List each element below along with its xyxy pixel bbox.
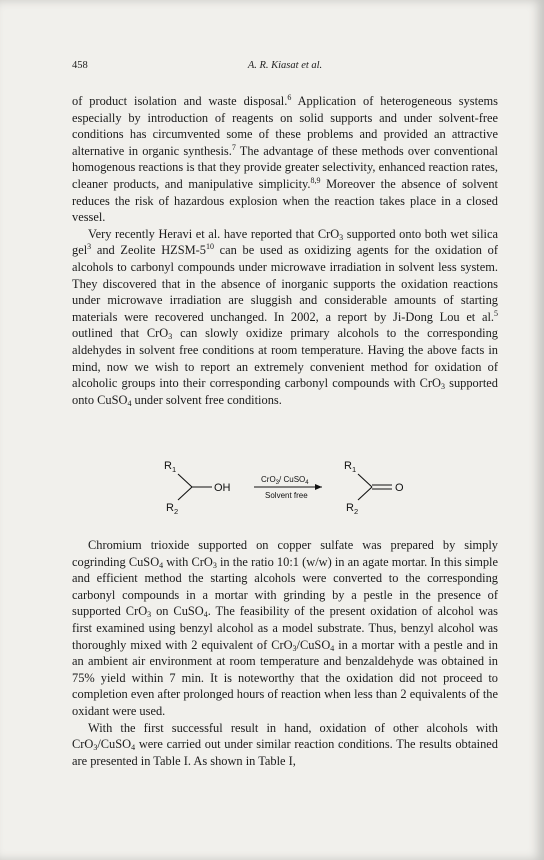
running-head: A. R. Kiasat et al. xyxy=(247,60,323,71)
paragraph-3 xyxy=(72,537,498,720)
citation-ref: 7 xyxy=(231,142,236,152)
subscript: 4 xyxy=(330,643,335,653)
subscript: 3 xyxy=(292,643,297,653)
subscript: 3 xyxy=(440,382,445,392)
subscript: 4 xyxy=(131,743,136,753)
r2-label: $R_2$ xyxy=(166,502,179,516)
reaction-scheme-svg xyxy=(150,455,430,527)
text-run: With the first successful result in hand, oxidation of other alcohols with CrO xyxy=(72,720,498,752)
text-run: in the ratio 10:1 (w/w) in an agate mortar. In this simple and efficient method the starting alcohols were converted to the corresponding carbonyl compounds in a mortar with grinding by a pestle in the presence of supported CrO xyxy=(72,554,498,619)
text-run: /CuSO xyxy=(296,637,331,652)
bond-line xyxy=(178,474,192,487)
text-run: with CrO xyxy=(163,554,213,569)
r1-label: $R_1$ xyxy=(164,460,177,474)
subscript: 4 xyxy=(127,398,132,408)
text-run: Chromium trioxide supported on copper sulfate was prepared by simply cogrinding CuSO xyxy=(72,538,498,569)
citation-ref: 8,9 xyxy=(310,175,321,185)
body-text-lower xyxy=(72,537,498,769)
citation-ref: 5 xyxy=(494,308,498,318)
subscript: 3 xyxy=(93,743,98,753)
text-run: were carried out under similar reaction conditions. The results obtained are presented in Table I. As shown in Table I, xyxy=(72,737,498,768)
reaction-scheme xyxy=(150,455,430,527)
text-run: in a mortar with a pestle and in an ambient air environment at room temperature and benzaldehyde was obtained in 75% yield within 7 min. It is noteworthy that the oxidation did not proceed to completion even after prolonged hours of reaction when less than 2 equivalents of the oxidant were used. xyxy=(72,637,498,718)
product-r2-label: $R_2$ xyxy=(346,502,359,516)
text-run: /CuSO xyxy=(97,737,132,752)
bond-line xyxy=(358,487,372,500)
subscript: 4 xyxy=(203,610,208,620)
page-number: 458 xyxy=(72,60,88,71)
subscript: 3 xyxy=(147,610,152,620)
paragraph-1 xyxy=(72,93,498,226)
text-run: can be used as oxidizing agents for the oxidation of alcohols to carbonyl compounds under microwave irradiation in solvent less system. They discovered that in the absence of inorganic supports the oxidation reactions under microwave irradiation are sluggish and considerable amounts of starting materials were recovered unchanged. In 2002, a report by Ji-Dong Lou et al. xyxy=(72,243,498,324)
text-run: outlined that CrO xyxy=(72,326,169,341)
condition-label: Solvent free xyxy=(265,491,308,500)
citation-ref: 10 xyxy=(205,242,214,252)
body-text-upper xyxy=(72,93,498,408)
text-run: can slowly oxidize primary alcohols to the corresponding aldehydes in solvent free conditions at room temperature. Having the above facts in mind, now we wish to report an extremely convenient method for oxidation of alcoholic groups into their corresponding carbonyl compounds with CrO xyxy=(72,326,498,391)
citation-ref: 3 xyxy=(87,242,92,252)
text-run: of product isolation and waste disposal. xyxy=(72,94,288,108)
subscript: 3 xyxy=(339,232,344,242)
text-run: on CuSO xyxy=(151,604,204,619)
subscript: 3 xyxy=(212,560,217,570)
text-run: Application of heterogeneous systems especially by introduction of reagents on solid supports and under solvent-free conditions has circumvented some of these problems and provided an attractive alternative in organic synthesis. xyxy=(72,94,498,158)
paragraph-2 xyxy=(72,226,498,409)
bond-line xyxy=(358,474,372,487)
paragraph-4 xyxy=(72,720,498,770)
text-run: supported onto both wet silica gel xyxy=(72,226,499,258)
subscript: 3 xyxy=(168,332,173,342)
citation-ref: 6 xyxy=(287,93,292,102)
text-run: Moreover the absence of solvent reduces the risk of hazardous explosion when the reaction takes place in a closed vessel. xyxy=(72,176,499,225)
text-run: Very recently Heravi et al. have reported that CrO xyxy=(88,226,340,241)
product-r1-label: $R_1$ xyxy=(344,460,357,474)
oxygen-label: O xyxy=(395,482,404,494)
text-run: supported onto CuSO xyxy=(72,376,498,407)
text-run: The advantage of these methods over conventional homogenous reactions is that they provide greater selectivity, enhanced reaction rates, cleaner products, and manipulative simplicity. xyxy=(72,143,498,191)
text-run: and Zeolite HZSM-5 xyxy=(91,243,206,258)
subscript: 4 xyxy=(159,560,164,570)
text-run: . The feasibility of the present oxidation of alcohol was first examined using benzyl alcohol as a model substrate. Thus, benzyl alcohol was thoroughly mixed with 2 equivalent of CrO xyxy=(72,604,498,652)
reagent-label: CrO$_3$/ CuSO$_4$ xyxy=(261,475,309,486)
text-run: under solvent free conditions. xyxy=(131,392,282,407)
bond-line xyxy=(178,487,192,500)
hydroxyl-label: OH xyxy=(214,482,231,494)
arrow-head-icon xyxy=(315,484,322,490)
